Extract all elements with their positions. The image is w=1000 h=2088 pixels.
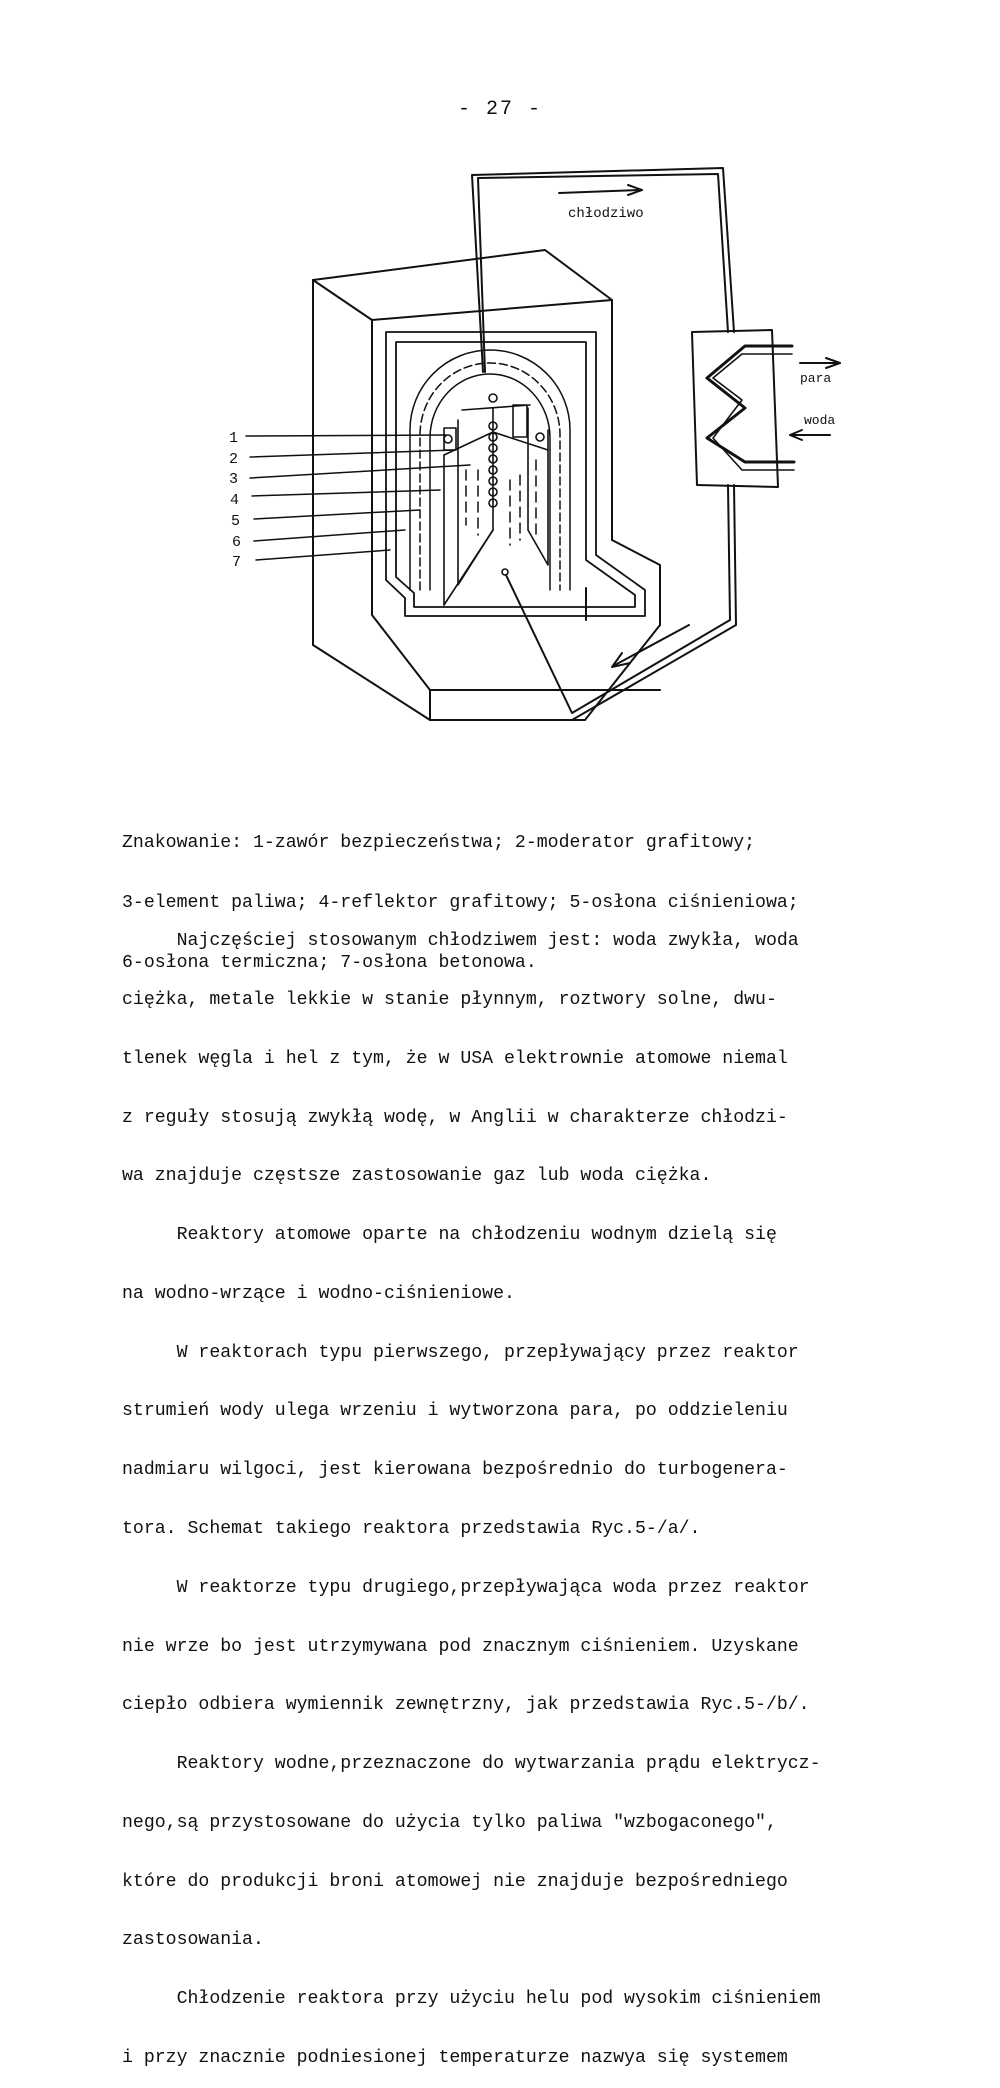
- vessel-outlines: [386, 332, 645, 616]
- fuel-elements: [444, 394, 544, 575]
- text-line: tora. Schemat takiego reaktora przedstawia Ryc.5-/a/.: [122, 1519, 701, 1539]
- label-number-4: 4: [230, 492, 240, 509]
- text-line: tlenek węgla i hel z tym, że w USA elektrownie atomowe niemal: [122, 1048, 788, 1069]
- text-line: Reaktory atomowe oparte na chłodzeniu wodnym dzielą się: [122, 1225, 777, 1246]
- leader-lines: [246, 435, 470, 560]
- text-line: wa znajduje częstsze zastosowanie gaz lub woda ciężka.: [122, 1166, 712, 1187]
- page-number: - 27 -: [457, 98, 542, 121]
- text-line: strumień wody ulega wrzeniu i wytworzona para, po oddzieleniu: [122, 1401, 788, 1422]
- caption-line: 6-osłona termiczna; 7-osłona betonowa.: [122, 953, 537, 973]
- label-number-6: 6: [232, 534, 242, 551]
- fuel-channels: [466, 460, 536, 545]
- dome-layers: [410, 350, 570, 590]
- text-line: Chłodzenie reaktora przy użyciu helu pod wysokim ciśnieniem: [122, 1989, 821, 2010]
- label-number-2: 2: [229, 451, 239, 468]
- text-line: nadmiaru wilgoci, jest kierowana bezpośrednio do turbogenera-: [122, 1460, 788, 1481]
- label-number-3: 3: [229, 471, 239, 488]
- text-line: ciepło odbiera wymiennik zewnętrzny, jak przedstawia Ryc.5-/b/.: [122, 1695, 810, 1716]
- text-line: W reaktorze typu drugiego,przepływająca woda przez reaktor: [122, 1577, 810, 1598]
- caption-line: Znakowanie: 1-zawór bezpieczeństwa; 2-moderator grafitowy;: [122, 833, 756, 853]
- coolant-label: chłodziwo: [568, 206, 644, 222]
- concrete-shield: [313, 250, 660, 720]
- water-label: woda: [804, 413, 836, 428]
- label-number-7: 7: [232, 554, 242, 571]
- text-line: Najczęściej stosowanym chłodziwem jest: woda zwykła, woda: [122, 931, 799, 952]
- text-line: zastosowania.: [122, 1930, 264, 1951]
- reactor-diagram: [0, 150, 1000, 750]
- text-line: W reaktorach typu pierwszego, przepływający przez reaktor: [122, 1342, 799, 1363]
- text-line: nego,są przystosowane do użycia tylko paliwa "wzbogaconego",: [122, 1812, 777, 1833]
- text-line: Reaktory wodne,przeznaczone do wytwarzania prądu elektrycz-: [122, 1754, 821, 1775]
- text-line: ciężka, metale lekkie w stanie płynnym, roztwory solne, dwu-: [122, 989, 777, 1010]
- label-number-1: 1: [229, 430, 239, 447]
- steam-label: para: [800, 371, 832, 386]
- text-line: na wodno-wrzące i wodno-ciśnieniowe.: [122, 1283, 515, 1304]
- heat-exchanger: [692, 330, 840, 487]
- text-line: i przy znacznie podniesionej temperaturze nazwya się systemem: [122, 2048, 788, 2069]
- label-number-5: 5: [231, 513, 241, 530]
- text-line: nie wrze bo jest utrzymywana pod znacznym ciśnieniem. Uzyskane: [122, 1636, 799, 1657]
- body-text: [122, 893, 902, 2088]
- text-line: które do produkcji broni atomowej nie znajduje bezpośredniego: [122, 1871, 788, 1892]
- text-line: z reguły stosują zwykłą wodę, w Anglii w charakterze chłodzi-: [122, 1107, 788, 1128]
- caption-line: 3-element paliwa; 4-reflektor grafitowy; 5-osłona ciśnieniowa;: [122, 893, 799, 913]
